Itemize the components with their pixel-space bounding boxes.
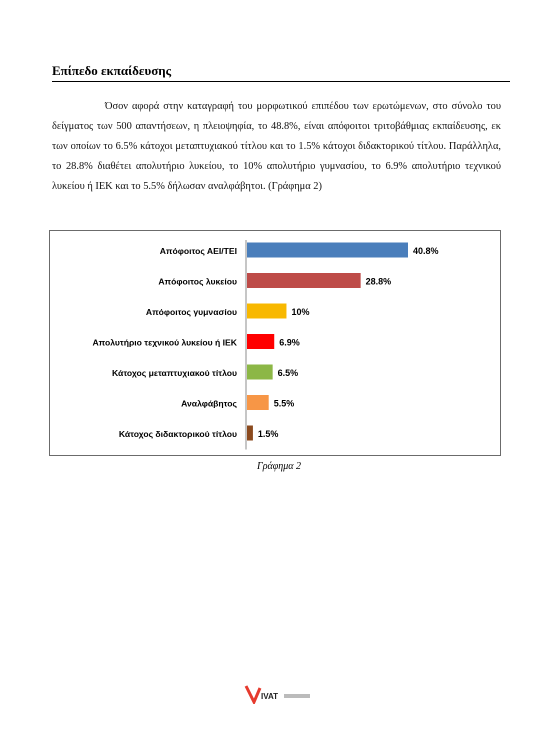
vivat-logo — [244, 680, 314, 704]
value-label: 6.9% — [279, 337, 300, 348]
bar — [247, 243, 408, 258]
category-label: Απόφοιτος γυμνασίου — [145, 307, 237, 317]
value-label: 6.5% — [277, 368, 299, 378]
body-paragraph: Όσον αφορά στην καταγραφή του μορφωτικού επιπέδου των ερωτώμενων, στο σύνολο του δείγματος των 500 απαντήσεων, η πλειοψηφία, το 48.8%, είναι απόφοιτοι τριτοβάθμιας εκπαίδευσης, εκ των οποίων το 6.5% κάτοχοι μεταπτυχιακού τίτλου και το 1.5% κάτοχοι διδακτορικού τίτλου. Παράλληλα, το 28.8% διαθέτει απολυτήριο λυκείου, το 10% απολυτήριο γυμνασίου, το 6.9% απολυτήριο τεχνικού λυκείου ή ΙΕΚ και το 5.5% δήλωσαν αναλφάβητοι. (Γράφημα 2) — [52, 101, 501, 192]
category-label: Κάτοχος διδακτορικού τίτλου — [118, 429, 237, 439]
category-label: Απόφοιτος ΑΕΙ/ΤΕΙ — [159, 246, 237, 256]
category-label: Αναλφάβητος — [181, 398, 237, 409]
value-label: 40.8% — [413, 246, 439, 256]
section-heading: Επίπεδο εκπαίδευσης — [52, 63, 510, 82]
bar — [247, 426, 253, 441]
bar-chart-svg — [50, 231, 500, 455]
bar — [247, 273, 361, 288]
bar-chart — [49, 230, 501, 456]
category-label: Απόφοιτος λυκείου — [158, 276, 237, 287]
category-label: Κάτοχος μεταπτυχιακού τίτλου — [112, 368, 237, 378]
bar — [247, 334, 274, 349]
bar — [247, 395, 269, 410]
chart-caption: Γράφημα 2 — [257, 461, 301, 472]
value-label: 5.5% — [273, 398, 295, 409]
logo-text: IVAT — [261, 692, 279, 701]
bar — [247, 365, 273, 380]
value-label: 1.5% — [257, 429, 279, 439]
category-label: Απολυτήριο τεχνικού λυκείου ή ΙΕΚ — [92, 337, 237, 348]
value-label: 28.8% — [365, 276, 392, 287]
bar — [247, 304, 286, 319]
value-label: 10% — [291, 307, 310, 317]
